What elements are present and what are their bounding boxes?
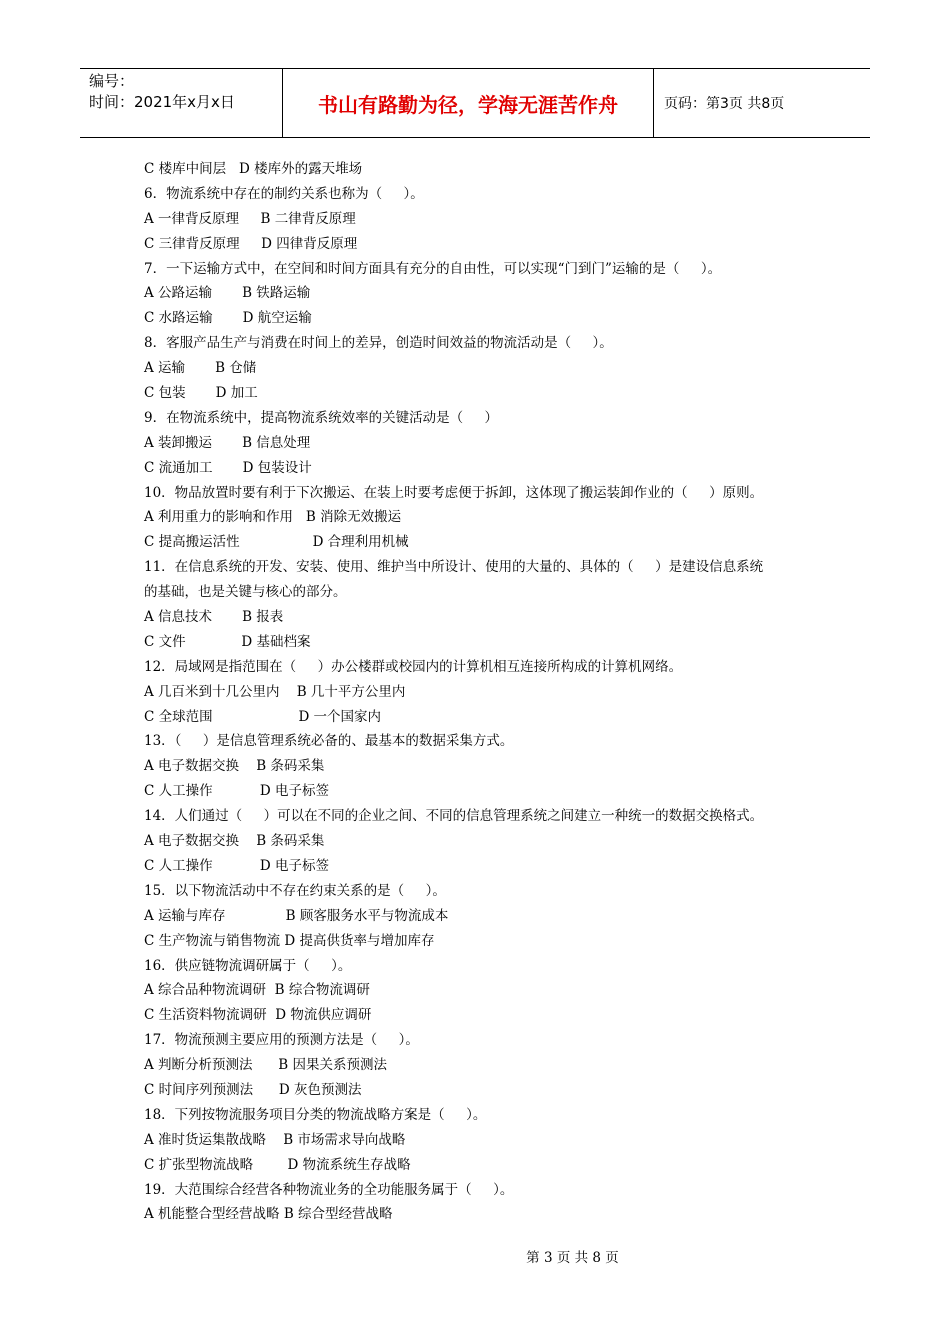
text-line: A 信息技术 B 报表 <box>144 609 284 626</box>
text-line: 6．物流系统中存在的制约关系也称为（ ）。 <box>144 185 424 202</box>
text-line: 12．局域网是指范围在（ ）办公楼群或校园内的计算机相互连接所构成的计算机网络。 <box>144 658 683 675</box>
text-line: A 判断分析预测法 B 因果关系预测法 <box>144 1057 387 1074</box>
text-line: A 运输与库存 B 顾客服务水平与物流成本 <box>144 907 449 924</box>
text-line: C 扩张型物流战略 D 物流系统生存战略 <box>144 1156 411 1173</box>
text-line: C 人工操作 D 电子标签 <box>144 783 329 800</box>
text-line: 11．在信息系统的开发、安装、使用、维护当中所设计、使用的大量的、具体的（ ）是建设信息系统 <box>144 559 764 576</box>
text-line: 的基础，也是关键与核心的部分。 <box>144 584 347 601</box>
text-line: C 文件 D 基础档案 <box>144 633 311 650</box>
text-line: 17．物流预测主要应用的预测方法是（ ）。 <box>144 1032 419 1049</box>
text-line: 10．物品放置时要有利于下次搬运、在装上时要考虑便于拆卸，这体现了搬运装卸作业的（ ）原则。 <box>144 484 764 501</box>
text-line: A 综合品种物流调研 B 综合物流调研 <box>144 982 370 999</box>
text-line: C 流通加工 D 包装设计 <box>144 459 312 476</box>
text-line: 8．客服产品生产与消费在时间上的差异，创造时间效益的物流活动是（ ）。 <box>144 335 613 352</box>
text-line: 15．以下物流活动中不存在约束关系的是（ ）。 <box>144 882 446 899</box>
number-label: 编号： <box>89 72 135 90</box>
text-line: A 公路运输 B 铁路运输 <box>144 285 311 302</box>
page-info: 页码：第3页 共8页 <box>664 96 785 112</box>
text-line: C 楼库中间层 D 楼库外的露天堆场 <box>144 161 363 177</box>
text-line: A 电子数据交换 B 条码采集 <box>144 833 325 850</box>
text-line: C 三律背反原理 D 四律背反原理 <box>144 235 358 252</box>
text-line: A 准时货运集散战略 B 市场需求导向战略 <box>144 1131 406 1148</box>
text-line: C 提高搬运活性 D 合理利用机械 <box>144 534 409 551</box>
question-list <box>144 157 824 1227</box>
page-header <box>80 68 870 138</box>
text-line: C 全球范围 D 一个国家内 <box>144 708 382 725</box>
text-line: A 机能整合型经营战略 B 综合型经营战略 <box>144 1206 393 1223</box>
text-line: A 电子数据交换 B 条码采集 <box>144 758 325 775</box>
text-line: C 生活资料物流调研 D 物流供应调研 <box>144 1007 372 1024</box>
text-line: A 一律背反原理 B 二律背反原理 <box>144 210 356 227</box>
text-line: 9．在物流系统中，提高物流系统效率的关键活动是（ ） <box>144 409 499 426</box>
text-line: C 时间序列预测法 D 灰色预测法 <box>144 1081 362 1098</box>
page-footer <box>0 1246 950 1266</box>
text-line: A 几百米到十几公里内 B 几十平方公里内 <box>144 683 406 700</box>
header-meta <box>80 69 282 137</box>
text-line: C 生产物流与销售物流 D 提高供货率与增加库存 <box>144 932 435 949</box>
text-line: 14．人们通过（ ）可以在不同的企业之间、不同的信息管理系统之间建立一种统一的数据交换格式。 <box>144 808 764 825</box>
text-line: C 包装 D 加工 <box>144 385 258 402</box>
motto: 书山有路勤为径，学海无涯苦作舟 <box>282 69 654 137</box>
text-line: 18．下列按物流服务项目分类的物流战略方案是（ ）。 <box>144 1106 487 1123</box>
text-line: A 利用重力的影响和作用 B 消除无效搬运 <box>144 509 402 526</box>
footer-page-number: 第 3 页 共 8 页 <box>526 1250 619 1266</box>
text-line: 19．大范围综合经营各种物流业务的全功能服务属于（ ）。 <box>144 1181 514 1198</box>
text-line: C 水路运输 D 航空运输 <box>144 310 312 327</box>
text-line: A 装卸搬运 B 信息处理 <box>144 434 311 451</box>
text-line: A 运输 B 仓储 <box>144 360 257 377</box>
text-line: 7．一下运输方式中，在空间和时间方面具有充分的自由性，可以实现“门到门”运输的是（ ）。 <box>144 260 722 277</box>
text-line: 13．（ ）是信息管理系统必备的、最基本的数据采集方式。 <box>144 733 514 750</box>
text-line: 16．供应链物流调研属于（ ）。 <box>144 957 352 974</box>
text-line: C 人工操作 D 电子标签 <box>144 857 329 874</box>
time-label: 时间：2021年x月x日 <box>89 93 235 111</box>
